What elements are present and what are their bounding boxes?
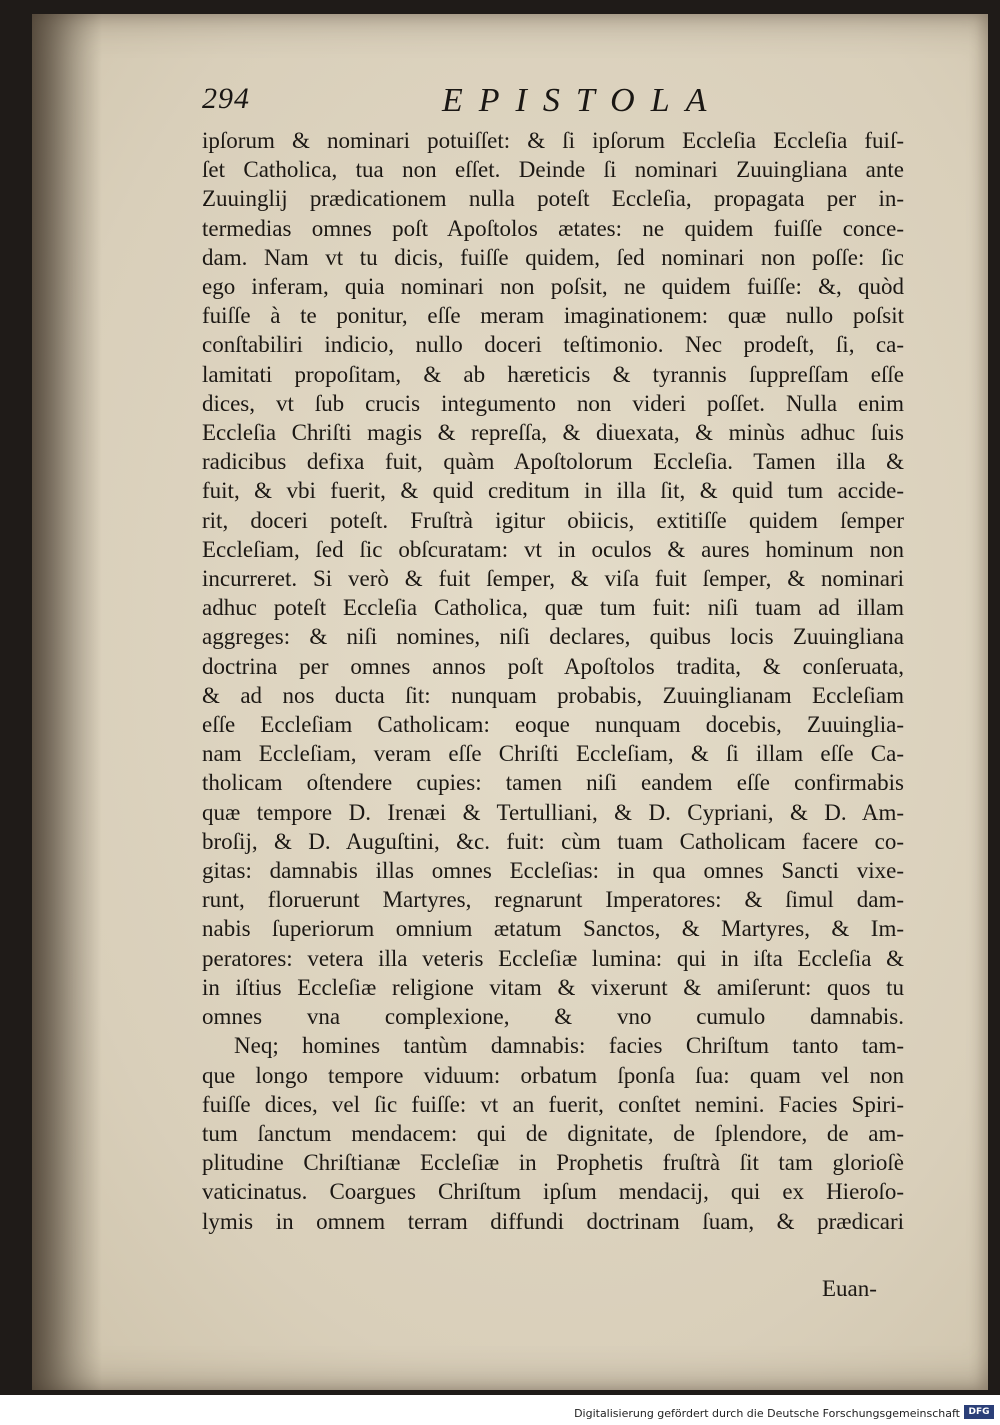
text-line: in iſtius Eccleſiæ religione vitam & vixerunt & amiſerunt: quos tu xyxy=(202,974,904,1000)
text-line: Eccleſia Chriſti magis & repreſſa, & diuexata, & minùs adhuc ſuis xyxy=(202,420,904,446)
text-line: quæ tempore D. Irenæi & Tertulliani, & D. Cypriani, & D. Am- xyxy=(202,799,904,825)
text-line: fuit, & vbi fuerit, & quid creditum in illa ſit, & quid tum accide- xyxy=(202,478,904,504)
text-line: ipſorum & nominari potuiſſet: & ſi ipſorum Eccleſia Eccleſia fuiſ- xyxy=(202,128,904,153)
digitization-credit: Digitalisierung gefördert durch die Deutsche Forschungsgemeinschaft xyxy=(574,1407,960,1420)
page-number: 294 xyxy=(202,82,250,115)
text-line: lymis in omnem terram diffundi doctrinam ſuam, & prædicari xyxy=(202,1208,904,1234)
text-line: gitas: damnabis illas omnes Eccleſias: in qua omnes Sancti vixe- xyxy=(202,858,904,884)
text-line: lamitati propoſitam, & ab hæreticis & tyrannis ſuppreſſam eſſe xyxy=(202,361,904,387)
text-line: & ad nos ducta ſit: nunquam probabis, Zuuinglianam Eccleſiam xyxy=(202,682,904,708)
body-text xyxy=(202,126,904,1236)
text-line: Eccleſiam, ſed ſic obſcuratam: vt in oculos & aures hominum non xyxy=(202,536,904,562)
text-line: ego inferam, quia nominari non poſsit, ne quidem fuiſſe: &, quòd xyxy=(202,274,904,300)
catchword: Euan- xyxy=(822,1276,877,1301)
text-line: runt, floruerunt Martyres, regnarunt Imperatores: & ſimul dam- xyxy=(202,887,904,913)
text-line: peratores: vetera illa veteris Eccleſiæ lumina: qui in iſta Eccleſia & xyxy=(202,945,904,971)
text-line: nabis ſuperiorum omnium ætatum Sanctos, & Martyres, & Im- xyxy=(202,916,904,942)
page-header xyxy=(202,82,892,130)
text-line: fuiſſe à te ponitur, eſſe meram imaginationem: quæ nullo poſsit xyxy=(202,303,904,329)
book-page xyxy=(32,14,988,1390)
text-line: conſtabiliri indicio, nullo doceri teſtimonio. Nec prodeſt, ſi, ca- xyxy=(202,332,904,358)
text-line: incurreret. Si verò & fuit ſemper, & viſa fuit ſemper, & nominari xyxy=(202,566,904,592)
text-line: fuiſſe dices, vel ſic fuiſſe: vt an fuerit, conſtet nemini. Facies Spiri- xyxy=(202,1091,904,1117)
text-line: broſij, & D. Auguſtini, &c. fuit: cùm tuam Catholicam facere co- xyxy=(202,828,904,854)
text-line: adhuc poteſt Eccleſia Catholica, quæ tum fuit: niſi tuam ad illam xyxy=(202,595,904,621)
text-line: dam. Nam vt tu dicis, fuiſſe quidem, ſed nominari non poſſe: ſic xyxy=(202,244,904,270)
text-line: Neq; homines tantùm damnabis: facies Chriſtum tanto tam- xyxy=(234,1033,904,1059)
text-line: dices, vt ſub crucis integumento non videri poſſet. Nulla enim xyxy=(202,390,904,416)
text-line: doctrina per omnes annos poſt Apoſtolos tradita, & conſeruata, xyxy=(202,653,904,679)
text-line: tum ſanctum mendacem: qui de dignitate, de ſplendore, de am- xyxy=(202,1120,904,1146)
text-line: plitudine Chriſtianæ Eccleſiæ in Prophetis fruſtrà ſit tam glorioſè xyxy=(202,1150,904,1176)
running-head: EPISTOLA xyxy=(442,82,723,119)
text-line: Zuuinglij prædicationem nulla poteſt Eccleſia, propagata per in- xyxy=(202,186,904,212)
text-line: termedias omnes poſt Apoſtolos ætates: ne quidem fuiſſe conce- xyxy=(202,215,904,241)
text-line: que longo tempore viduum: orbatum ſponſa ſua: quam vel non xyxy=(202,1062,904,1088)
text-line: ſet Catholica, tua non eſſet. Deinde ſi nominari Zuuingliana ante xyxy=(202,157,904,183)
text-line: radicibus defixa fuit, quàm Apoſtolorum Eccleſia. Tamen illa & xyxy=(202,449,904,475)
text-line: nam Eccleſiam, veram eſſe Chriſti Eccleſiam, & ſi illam eſſe Ca- xyxy=(202,741,904,767)
page-gutter-shadow xyxy=(32,14,102,1390)
text-line: aggreges: & niſi nomines, niſi declares, quibus locis Zuuingliana xyxy=(202,624,904,650)
text-line: vaticinatus. Coargues Chriſtum ipſum mendacij, qui ex Hieroſo- xyxy=(202,1179,904,1205)
text-line: rit, doceri poteſt. Fruſtrà igitur obiicis, extitiſſe quidem ſemper xyxy=(202,507,904,533)
text-line: tholicam oſtendere cupies: tamen niſi eandem eſſe confirmabis xyxy=(202,770,904,796)
footer-bar xyxy=(0,1395,1000,1425)
dfg-logo: DFG xyxy=(964,1405,994,1419)
text-line: eſſe Eccleſiam Catholicam: eoque nunquam docebis, Zuuinglia- xyxy=(202,712,904,738)
text-line: omnes vna complexione, & vno cumulo damnabis. xyxy=(202,1004,904,1030)
